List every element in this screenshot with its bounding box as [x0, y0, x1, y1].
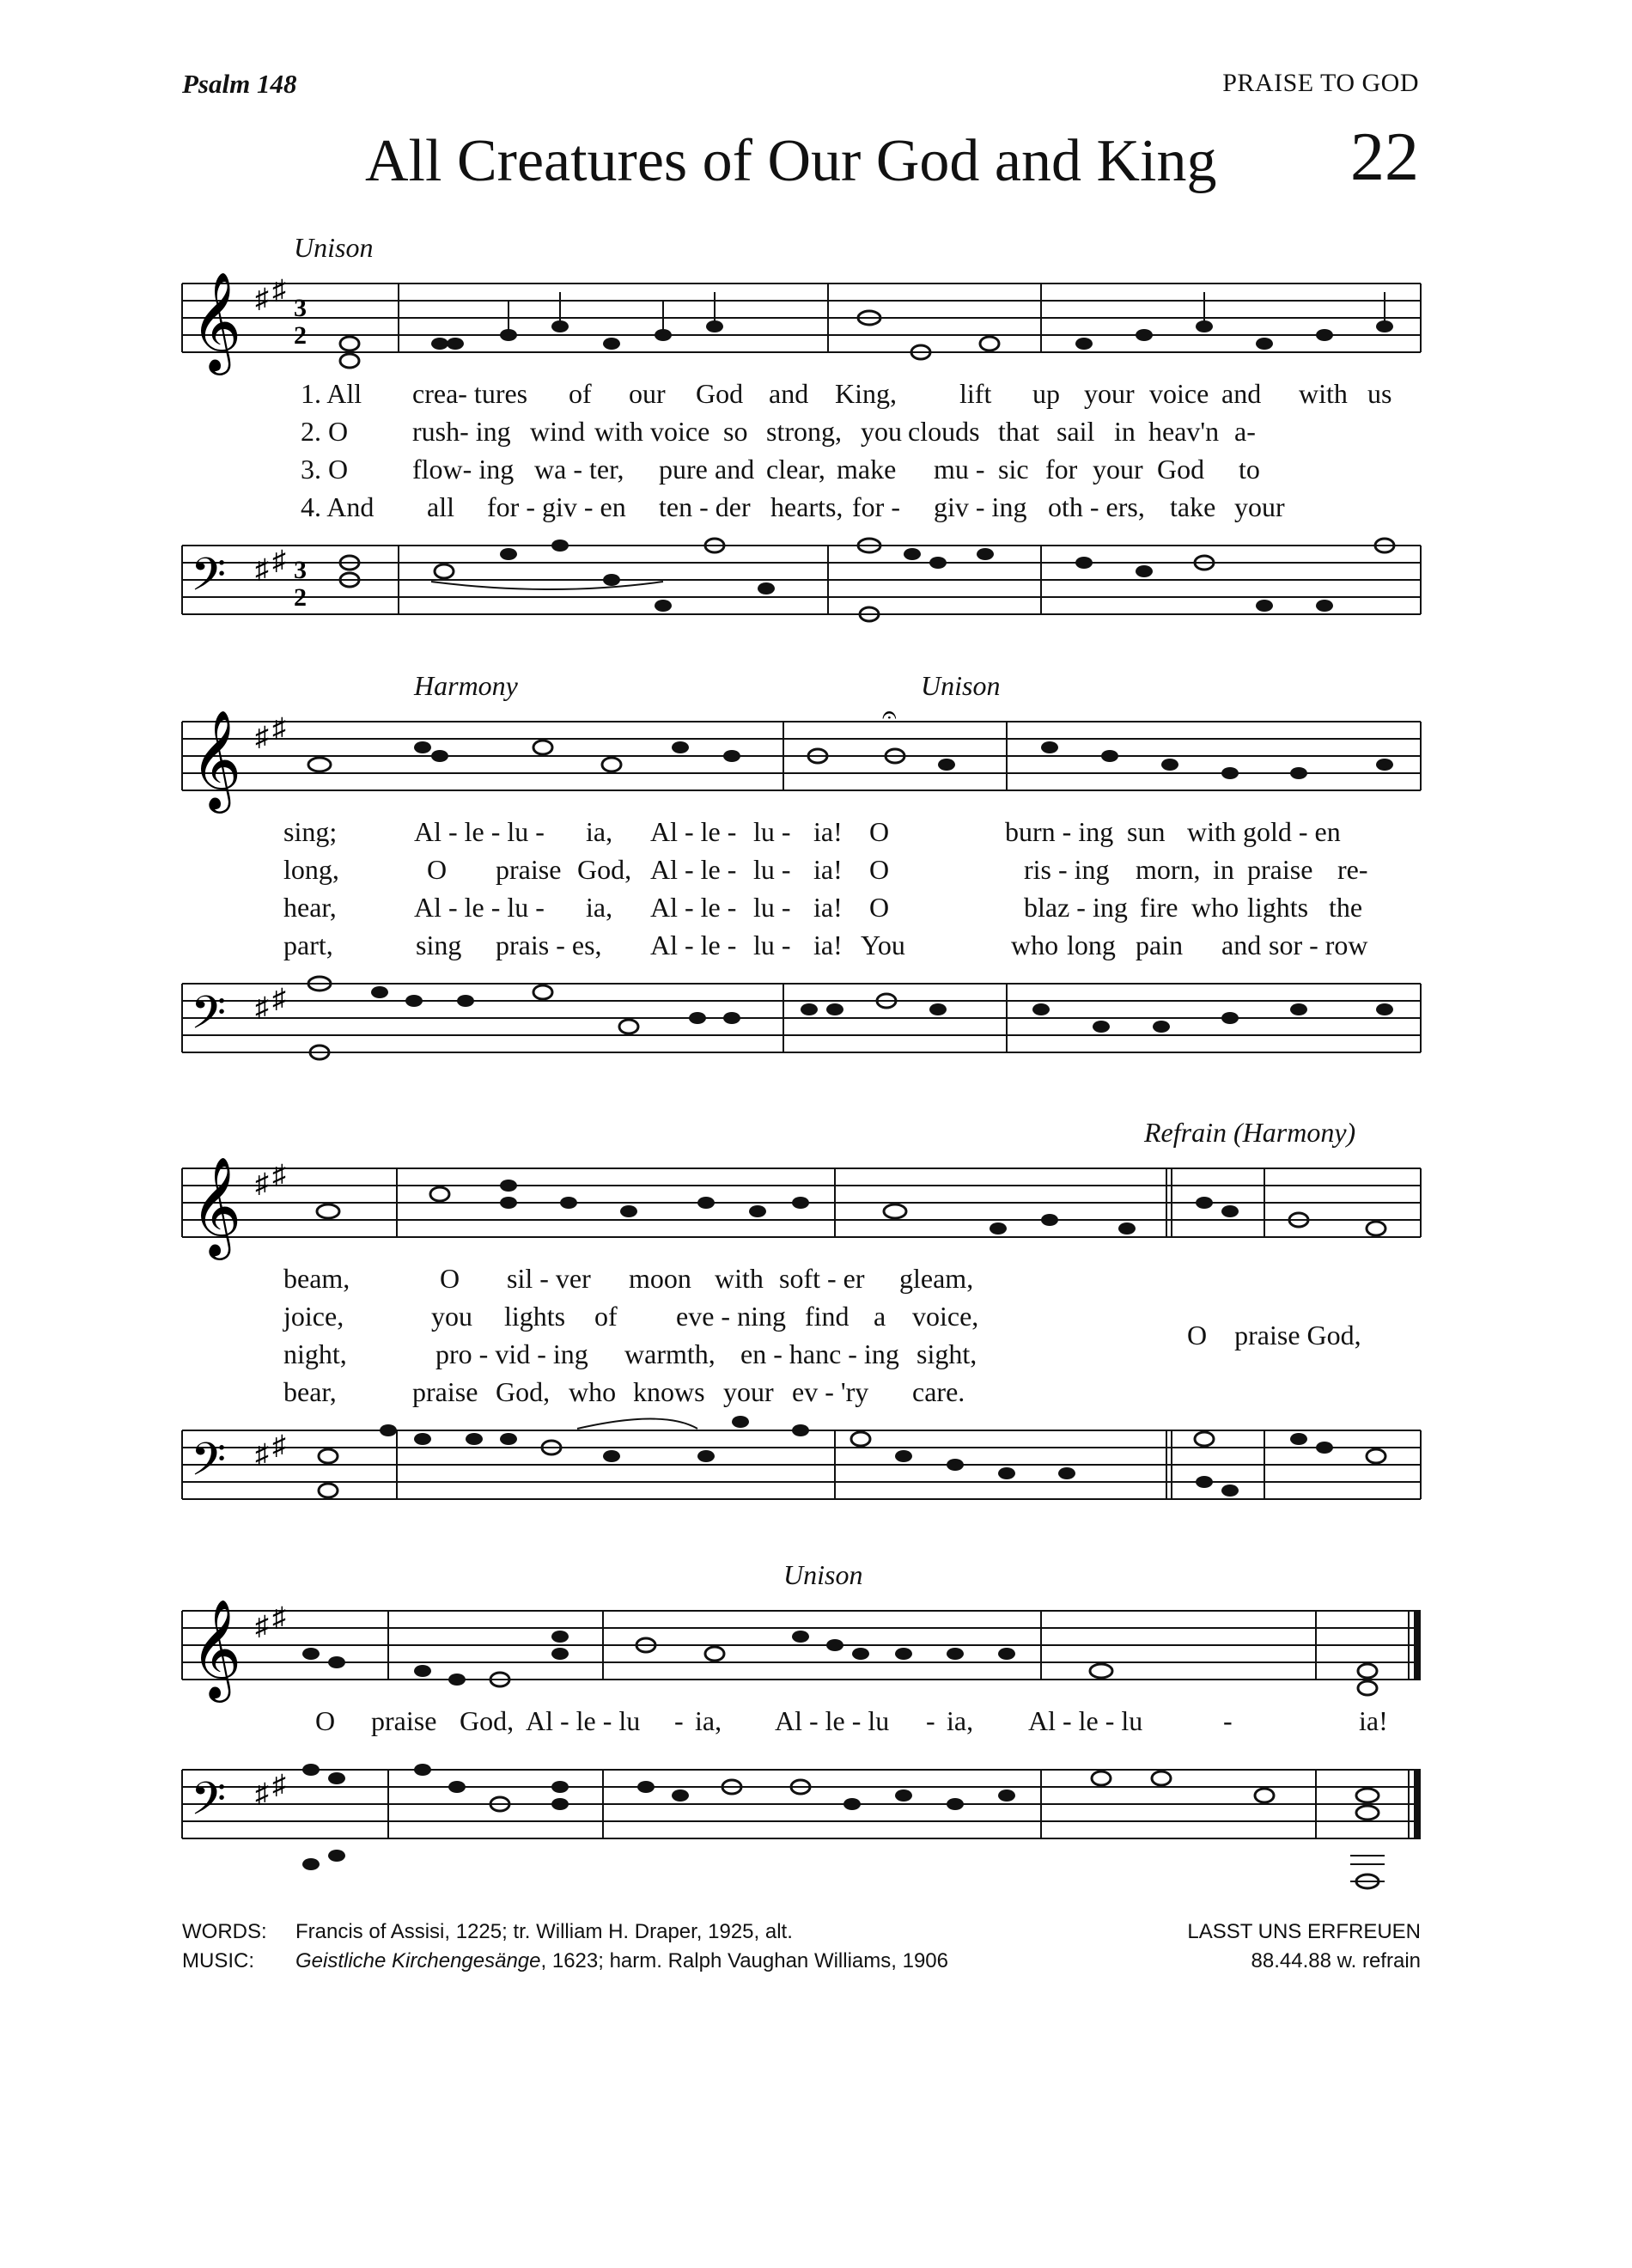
lyric-verse-1: 1. All crea- tures of our God and King, lift up your voice and with us — [301, 378, 1392, 409]
hymn-number: 22 — [1350, 119, 1419, 195]
svg-text:𝄐: 𝄐 — [882, 701, 897, 729]
svg-text:𝄢: 𝄢 — [191, 549, 227, 613]
svg-text:𝄞: 𝄞 — [191, 1155, 242, 1256]
lyric-verse-2: long, O praise God, Al - le - lu - ia! O ris - ing morn, in praise re- — [283, 854, 1368, 885]
hymn-category: PRAISE TO GOD — [1222, 69, 1419, 97]
lyric-verse-4: part, sing prais - es, Al - le - lu - ia! You who long pain and sor - row — [283, 930, 1368, 960]
unison-marking: Unison — [783, 1559, 863, 1590]
refrain-lyrics: O praise God, Al - le - lu - ia, Al - le - lu - ia, Al - le - lu - ia! — [315, 1705, 1388, 1736]
bass-staff — [182, 1744, 1421, 1907]
treble-staff — [182, 696, 1421, 808]
svg-text:2: 2 — [294, 583, 307, 612]
lyric-verse-3: night, pro - vid - ing warmth, en - hanc - ing sight, — [283, 1338, 977, 1369]
svg-text:♯: ♯ — [255, 991, 269, 1022]
hymn-title: All Creatures of Our God and King — [365, 128, 1217, 194]
svg-text:♯: ♯ — [272, 1769, 286, 1800]
svg-text:♯: ♯ — [255, 553, 269, 584]
svg-text:♯: ♯ — [272, 983, 286, 1014]
music-credit: MUSIC: Geistliche Kirchengesänge, 1623; harm. Ralph Vaughan Williams, 1906 — [182, 1949, 948, 1972]
lyric-verse-3: 3. O flow- ing wa - ter, pure and clear, make mu - sic for your God to — [301, 454, 1260, 485]
tune-name: LASST UNS ERFREUEN — [1187, 1920, 1421, 1943]
svg-text:♯: ♯ — [272, 1601, 286, 1632]
bass-staff — [182, 958, 1421, 1070]
meter: 88.44.88 w. refrain — [1251, 1949, 1421, 1972]
unison-marking: Unison — [921, 670, 1001, 701]
svg-text:𝄞: 𝄞 — [191, 1598, 242, 1698]
svg-text:𝄢: 𝄢 — [191, 987, 227, 1051]
treble-staff — [182, 258, 1421, 369]
svg-text:3: 3 — [294, 294, 307, 322]
refrain-lyric: O praise God, — [1187, 1320, 1361, 1350]
svg-text:𝄢: 𝄢 — [191, 1434, 227, 1497]
svg-text:♯: ♯ — [272, 1430, 286, 1460]
lyric-verse-1: sing; Al - le - lu - ia, Al - le - lu - ia! O burn - ing sun with gold - en — [283, 816, 1341, 847]
svg-text:𝄢: 𝄢 — [191, 1773, 227, 1837]
lyric-verse-3: hear, Al - le - lu - ia, Al - le - lu - ia! O blaz - ing fire who lights the — [283, 892, 1363, 923]
svg-text:♯: ♯ — [255, 1610, 269, 1641]
music-system-4 — [182, 1559, 1421, 1920]
lyric-verse-1: beam, O sil - ver moon with soft - er gleam, — [283, 1263, 974, 1294]
svg-text:♯: ♯ — [255, 283, 269, 314]
unison-marking: Unison — [294, 232, 374, 263]
lyric-verse-4: bear, praise God, who knows your ev - 'ry care. — [283, 1376, 965, 1407]
treble-staff — [182, 1143, 1421, 1254]
bass-staff — [182, 520, 1421, 631]
music-system-3 — [182, 1117, 1421, 1521]
words-credit: WORDS: Francis of Assisi, 1225; tr. William H. Draper, 1925, alt. — [182, 1920, 793, 1943]
refrain-marking: Refrain (Harmony) — [1144, 1117, 1356, 1148]
svg-text:♯: ♯ — [272, 1159, 286, 1190]
treble-staff — [182, 1585, 1421, 1697]
music-system-1 — [182, 232, 1421, 636]
svg-text:𝄞: 𝄞 — [191, 271, 242, 371]
bass-staff — [182, 1405, 1421, 1516]
lyric-verse-2: joice, you lights of eve - ning find a voice, — [283, 1301, 979, 1332]
svg-text:♯: ♯ — [255, 1168, 269, 1198]
lyric-verse-2: 2. O rush- ing wind with voice so strong, you clouds that sail in heav'n a- — [301, 416, 1256, 447]
svg-text:♯: ♯ — [272, 712, 286, 743]
lyric-verse-4: 4. And all for - giv - en ten - der hearts, for - giv - ing oth - ers, take your — [301, 491, 1285, 522]
svg-text:♯: ♯ — [272, 274, 286, 305]
svg-text:𝄞: 𝄞 — [191, 709, 242, 809]
svg-text:3: 3 — [294, 556, 307, 584]
psalm-reference: Psalm 148 — [182, 69, 297, 99]
svg-text:♯: ♯ — [255, 1777, 269, 1808]
harmony-marking: Harmony — [414, 670, 518, 701]
svg-text:♯: ♯ — [272, 545, 286, 576]
music-system-2 — [182, 670, 1421, 1074]
svg-text:♯: ♯ — [255, 721, 269, 752]
svg-text:♯: ♯ — [255, 1438, 269, 1469]
svg-text:2: 2 — [294, 321, 307, 350]
